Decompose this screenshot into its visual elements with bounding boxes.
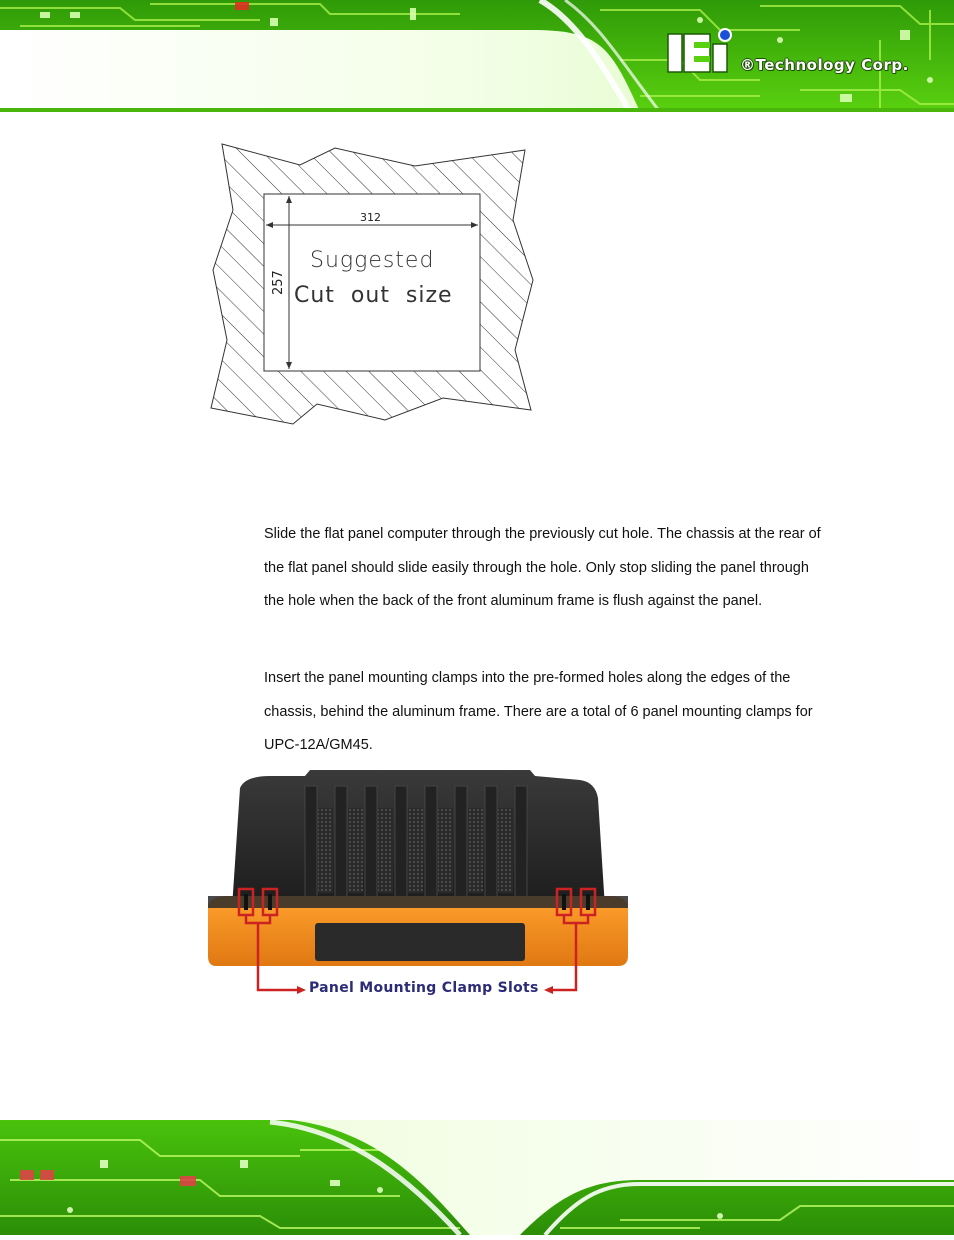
company-name <box>740 56 909 74</box>
company-name-text: Technology Corp. <box>755 56 909 74</box>
cutout-label-line2: Cut out size <box>294 283 453 308</box>
panel-back-illustration <box>200 768 640 1008</box>
instruction-paragraph: Slide the flat panel computer through the previously cut hole. The chassis at the rear of the flat panel should slide easily through the hole. Only stop sliding the panel through the hole when the back of the front aluminum frame is flush against the panel. <box>264 526 821 610</box>
height-dimension-label: 257 <box>271 270 286 295</box>
registered-mark: ® <box>740 56 756 74</box>
page-footer <box>0 1120 954 1235</box>
cutout-diagram <box>205 140 540 430</box>
width-dimension-label: 312 <box>360 211 381 224</box>
cutout-label-line1: Suggested <box>310 248 435 273</box>
clamp-slots-callout-label: Panel Mounting Clamp Slots <box>309 980 539 996</box>
iei-logo-icon <box>668 29 731 72</box>
circuit-board-footer-graphic <box>0 1120 954 1235</box>
instruction-paragraph: Insert the panel mounting clamps into the pre-formed holes along the edges of the chassis, behind the aluminum frame. There are a total of 6 panel mounting clamps for UPC-12A/GM45. <box>264 670 813 754</box>
panel-clamp-slots-figure <box>200 768 640 1008</box>
